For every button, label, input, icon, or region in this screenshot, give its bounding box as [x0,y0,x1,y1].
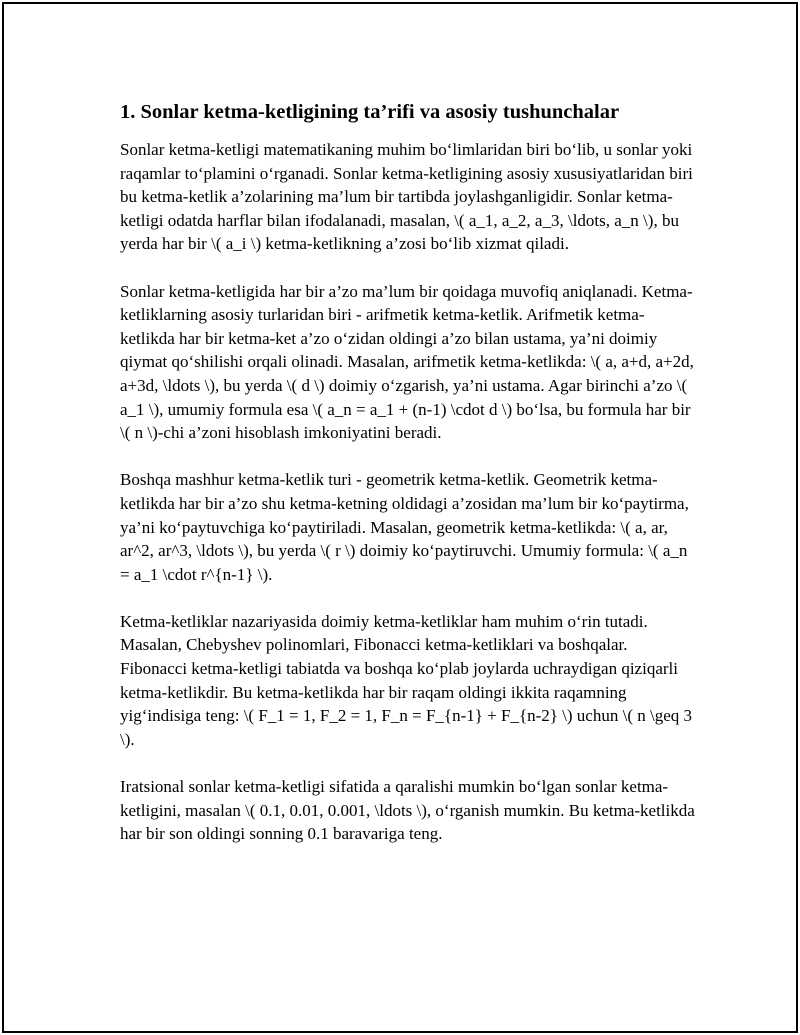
paragraph-fibonacci: Ketma-ketliklar nazariyasida doimiy ketma-ketliklar ham muhim o‘rin tutadi. Masalan, Chebyshev polinomlari, Fibonacci ketma-ketliklari va boshqalar. Fibonacci ketma-ketligi tabiatda va boshqa ko‘plab joylarda uchraydigan qiziqarli ketma-ketlikdir. Bu ketma-ketlikda har bir raqam oldingi ikkita raqamning yig‘indisiga teng: \( F_1 = 1, F_2 = 1, F_n = F_{n-1} + F_{n-2} \) uchun \( n \geq 3 \). [120,611,693,749]
page-frame [2,2,798,1033]
paragraph-definition: Sonlar ketma-ketligi matematikaning muhim bo‘limlaridan biri bo‘lib, u sonlar yoki raqamlar to‘plamini o‘rganadi. Sonlar ketma-ketligining asosiy xususiyatlaridan biri bu ketma-ketlik a’zolarining ma’lum bir tartibda joylashganligidir. Sonlar ketma-ketligi odatda harflar bilan ifodalanadi, masalan, \( a_1, a_2, a_3, \ldots, a_n \), bu yerda har bir \( a_i \) ketma-ketlikning a’zosi bo‘lib xizmat qiladi. [120,140,693,254]
section-title: 1. Sonlar ketma-ketligining ta’rifi va asosiy tushunchalar [120,101,620,123]
paragraph-geometric: Boshqa mashhur ketma-ketlik turi - geometrik ketma-ketlik. Geometrik ketma-ketlikda har bir a’zo shu ketma-ketning oldidagi a’zosidan ma’lum bir ko‘paytirma, ya’ni ko‘paytuvchiga ko‘paytiriladi. Masalan, geometrik ketma-ketlikda: \( a, ar, ar^2, ar^3, \ldots \), bu yerda \( r \) doimiy ko‘paytiruvchi. Umumiy formula: \( a_n = a_1 \cdot r^{n-1} \). [120,470,689,584]
document-body [120,100,698,869]
paragraph-irrational: Iratsional sonlar ketma-ketligi sifatida a qaralishi mumkin bo‘lgan sonlar ketma-ketligini, masalan \( 0.1, 0.01, 0.001, \ldots \), o‘rganish mumkin. Bu ketma-ketlikda har bir son oldingi sonning 0.1 baravariga teng. [120,777,695,844]
paragraph-arithmetic: Sonlar ketma-ketligida har bir a’zo ma’lum bir qoidaga muvofiq aniqlanadi. Ketma-ketliklarning asosiy turlaridan biri - arifmetik ketma-ketlik. Arifmetik ketma-ketlikda har bir ketma-ket a’zo o‘zidan oldingi a’zo bilan ustama, ya’ni doimiy qiymat qo‘shilishi orqali olinadi. Masalan, arifmetik ketma-ketlikda: \( a, a+d, a+2d, a+3d, \ldots \), bu yerda \( d \) doimiy o‘zgarish, ya’ni ustama. Agar birinchi a’zo \( a_1 \), umumiy formula esa \( a_n = a_1 + (n-1) \cdot d \) bo‘lsa, bu formula har bir \( n \)-chi a’zoni hisoblash imkoniyatini beradi. [120,281,694,443]
